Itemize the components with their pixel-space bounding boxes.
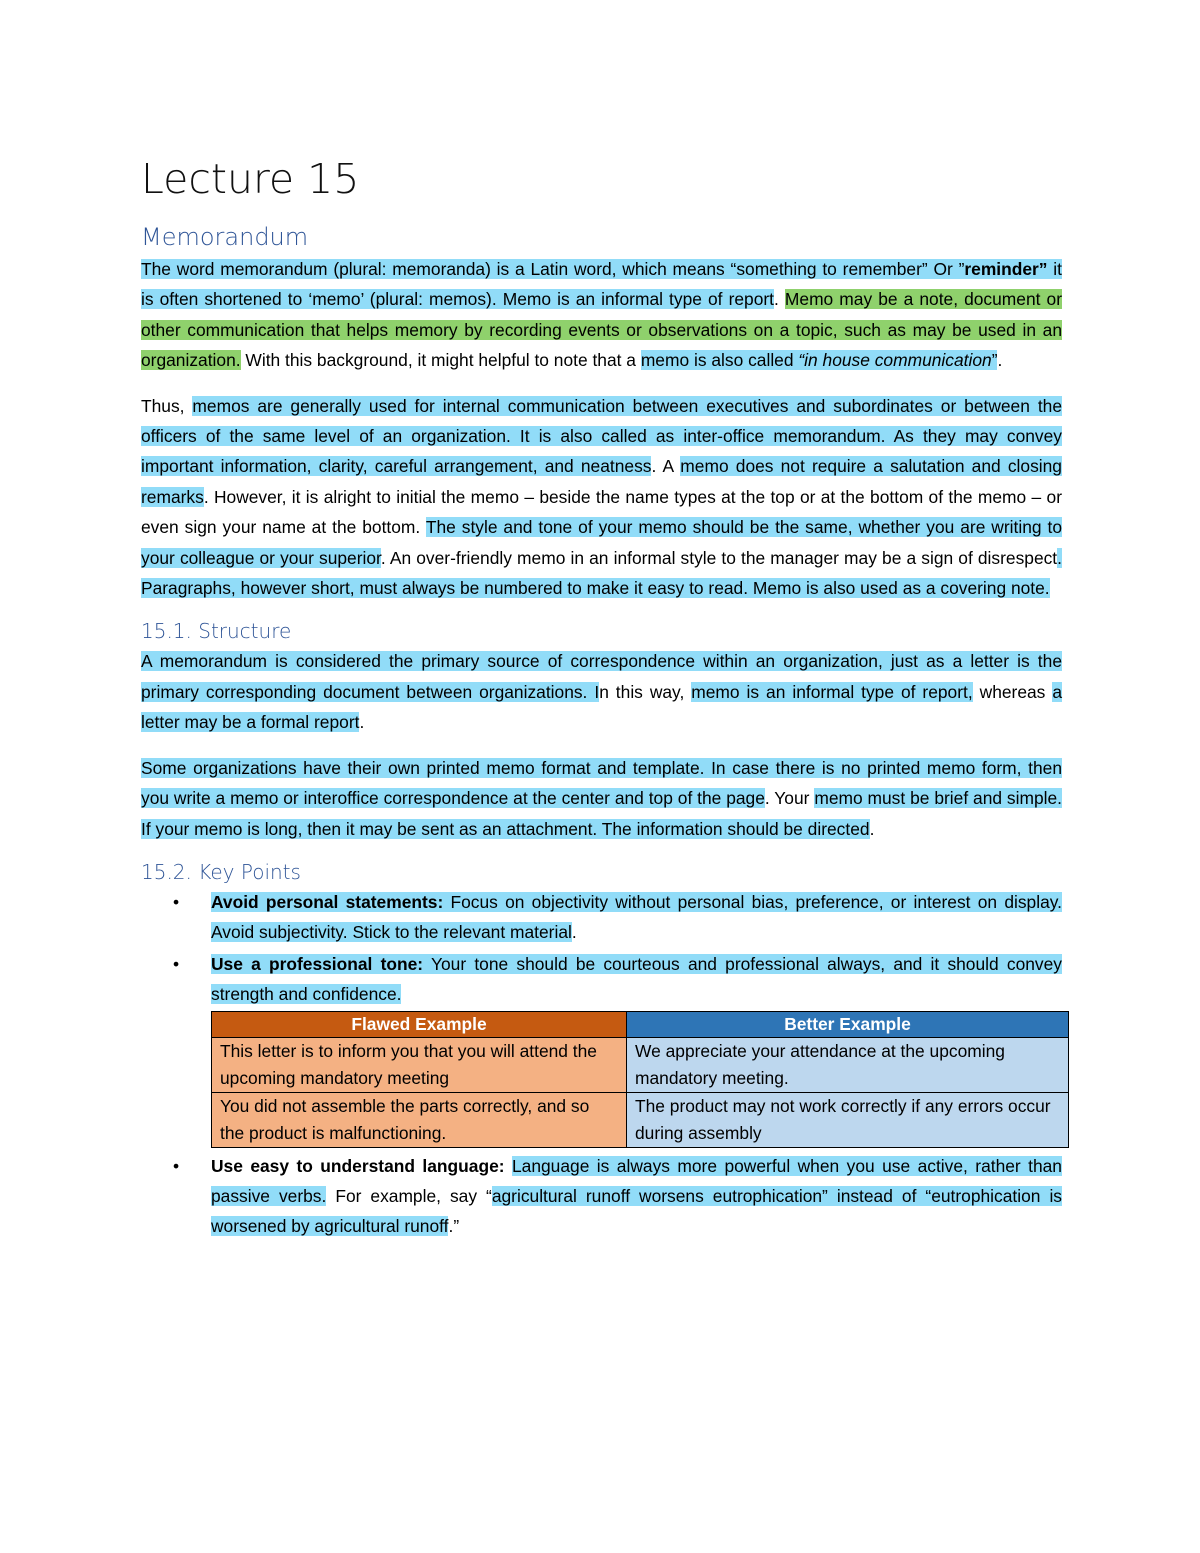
item-text: [505, 1156, 512, 1176]
text-run: .: [997, 350, 1003, 371]
list-item: [141, 1151, 1062, 1242]
item-text: .: [571, 922, 577, 943]
list-item: [141, 949, 1062, 1010]
text-run: Memo is an informal type of report: [496, 289, 774, 310]
list-item: [141, 887, 1062, 948]
examples-table: [211, 1011, 1069, 1148]
item-text: Your tone should be courteous and professional always, and it should convey strength and confidence.: [211, 953, 1062, 1005]
text-run: . An over-friendly memo in an informal style to the manager may be a sign of disrespect: [380, 547, 1058, 568]
text-run: ”: [991, 350, 998, 371]
table-header-row: [212, 1011, 1069, 1037]
memorandum-paragraph-2: [141, 391, 1062, 604]
item-text: Language is always more powerful when you use active, rather than passive verbs.: [211, 1155, 1062, 1206]
column-header-better: Better Example: [627, 1011, 1069, 1037]
text-run: The style and tone of your memo should be the same, whether you are writing to your colleague or your superior: [141, 517, 1062, 568]
text-run: . Paragraphs, however short, must always be numbered to make it easy to read. Memo is also used as a covering note.: [141, 547, 1062, 599]
table-cell-flawed: You did not assemble the parts correctly, and so the product is malfunctioning.: [212, 1092, 627, 1147]
table-row: [212, 1037, 1069, 1092]
key-points-list-continued: [141, 1151, 1062, 1242]
text-run: memo is an informal type of report,: [691, 681, 973, 702]
text-run: . Your: [764, 788, 815, 809]
item-label: Use a professional tone:: [211, 953, 424, 974]
text-run: memo does not require a salutation and closing remarks: [141, 456, 1062, 507]
text-run: A memorandum is considered the primary source of correspondence within an organization, just as a letter is the primary corresponding document between organizations. I: [141, 651, 1062, 702]
item-label: Avoid personal statements:: [211, 891, 444, 912]
table-cell-better: We appreciate your attendance at the upcoming mandatory meeting.: [627, 1037, 1069, 1092]
text-run: .: [869, 818, 875, 839]
bullet-icon: •: [173, 1155, 180, 1176]
section-heading-memorandum: Memorandum: [141, 223, 309, 251]
text-run-bold: reminder”: [964, 259, 1048, 279]
text-run: memo must be brief and simple. If your memo is long, then it may be sent as an attachment. The information should be directed: [141, 788, 1063, 839]
text-run: Thus,: [141, 395, 193, 416]
text-run: . However, it is alright to initial the memo – beside the name types at the top or at the bottom of the memo – or even sign your name at the bottom.: [141, 486, 1062, 538]
table-cell-flawed: This letter is to inform you that you will attend the upcoming mandatory meeting: [212, 1037, 627, 1092]
text-run: memo is also called: [640, 350, 799, 371]
text-run: The word memorandum (plural: memoranda) is a Latin word, which means “something to remember” Or ”: [141, 259, 965, 279]
text-run: With this background, it might helpful to note that a: [240, 350, 641, 371]
item-text: .”: [448, 1216, 460, 1237]
document-content: [141, 150, 1062, 1243]
text-run: a letter may be a formal report: [141, 681, 1062, 733]
section-heading-structure: 15.1. Structure: [141, 619, 292, 644]
structure-paragraph-2: [141, 753, 1062, 844]
table-cell-better: The product may not work correctly if any errors occur during assembly: [627, 1092, 1069, 1147]
text-run: it is often shortened to ‘memo’ (plural: memos).: [141, 259, 1063, 310]
item-text: Focus on objectivity without personal bias, preference, or interest on display. Avoid subjectivity. Stick to the relevant material: [211, 891, 1063, 943]
text-run: n this way,: [599, 681, 692, 702]
text-run-green: Memo may be a note, document or other communication that helps memory by recording events or observations on a topic, such as may be used in an organization.: [141, 289, 1062, 371]
text-run: Some organizations have their own printed memo format and template. In case there is no printed memo form, then you write a memo or interoffice correspondence at the center and top of the page: [141, 757, 1062, 809]
text-run: whereas: [972, 681, 1053, 702]
memorandum-paragraph-1: [141, 254, 1062, 376]
text-run: .: [359, 712, 365, 733]
item-text: agricultural runoff worsens eutrophication” instead of “eutrophication is worsened by agricultural runoff: [211, 1185, 1062, 1237]
text-run: . A: [651, 456, 681, 477]
page-title: Lecture 15: [141, 155, 360, 203]
key-points-list: [141, 887, 1062, 1010]
column-header-flawed: Flawed Example: [212, 1011, 627, 1037]
item-text: For example, say “: [326, 1185, 492, 1206]
text-run: memos are generally used for internal communication between executives and subordinates or between the officers of the same level of an organization. It is also called as inter-office memorandum. As they may convey important information, clarity, careful arrangement, and neatness: [141, 395, 1062, 477]
bullet-icon: •: [173, 891, 180, 912]
section-heading-key-points: 15.2. Key Points: [141, 859, 301, 884]
text-run: .: [774, 289, 785, 310]
table-row: [212, 1092, 1069, 1147]
structure-paragraph-1: [141, 646, 1062, 737]
bullet-icon: •: [173, 953, 180, 974]
text-run-italic: “in house communication: [798, 350, 992, 371]
item-label: Use easy to understand language:: [211, 1155, 505, 1176]
